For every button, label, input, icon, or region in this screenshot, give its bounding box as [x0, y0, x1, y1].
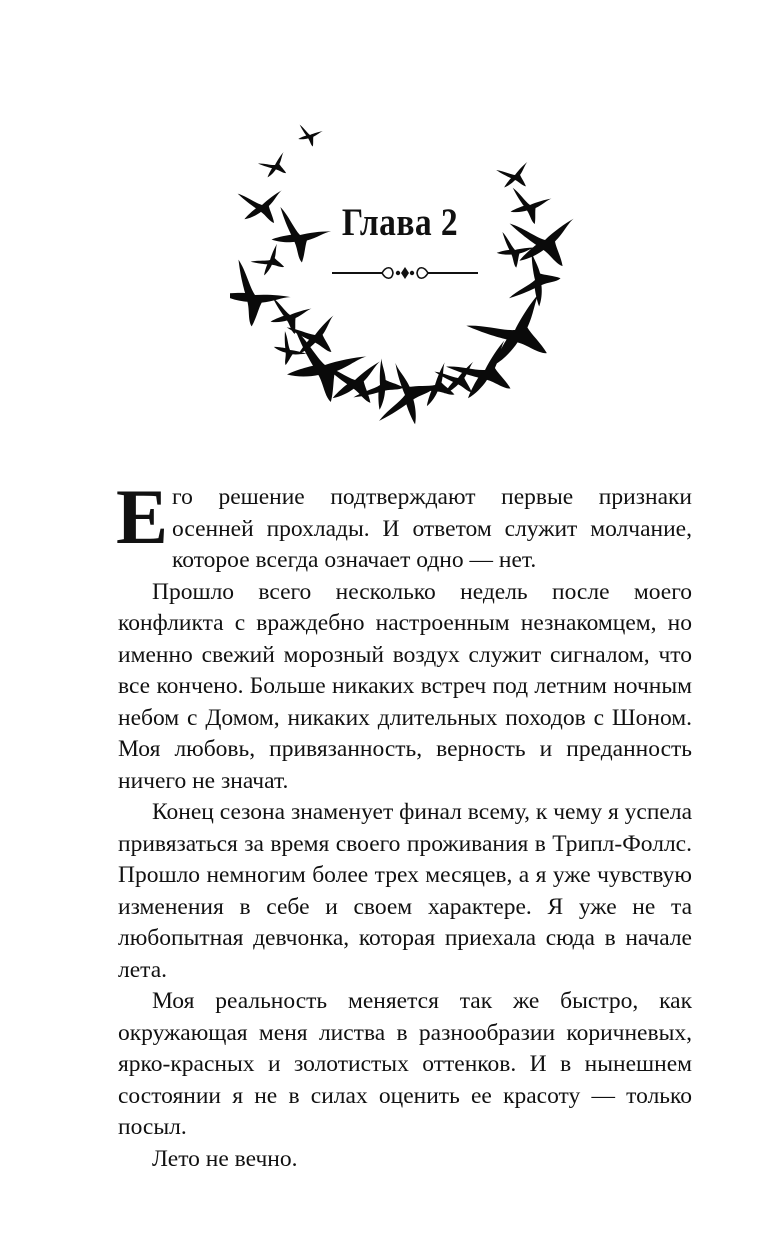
paragraph: Прошло всего несколько недель после моего конфликта с враждебно настроенным незнакомцем, но именно свежий морозный воздух служит сигналом, что все кончено. Больше никаких встреч под летним ночным небом с Домом, никаких длительных походов с Шоном. Моя любовь, привязанность, верность и преданность ничего не значат. [118, 578, 692, 794]
drop-cap: Е [116, 473, 169, 560]
chapter-title: Глава 2 [341, 201, 459, 244]
paragraph: Моя реальность меняется так же быстро, как окружающая меня листва в разнообразии коричневых, ярко-красных и золотистых оттенков. И в нынешнем состоянии я не в силах оценить ее красоту — только посыл. [118, 988, 692, 1140]
paragraph: Конец сезона знаменует финал всему, к чему я успела привязаться за время своего проживания в Трипл-Фоллс. Прошло немногим более трех месяцев, а я уже чувствую изменения в себе и своем характере. Я уже не та любопытная девчонка, которая приехала сюда в начале лета. [118, 799, 692, 983]
paragraph: Лето не вечно. [152, 1145, 298, 1172]
flourish-divider-icon [330, 262, 480, 284]
chapter-body [116, 473, 692, 1175]
paragraph: Его решение подтверждают первые признаки осенней прохлады. И ответом служит молчание, которое всегда означает одно — нет. [116, 473, 692, 573]
